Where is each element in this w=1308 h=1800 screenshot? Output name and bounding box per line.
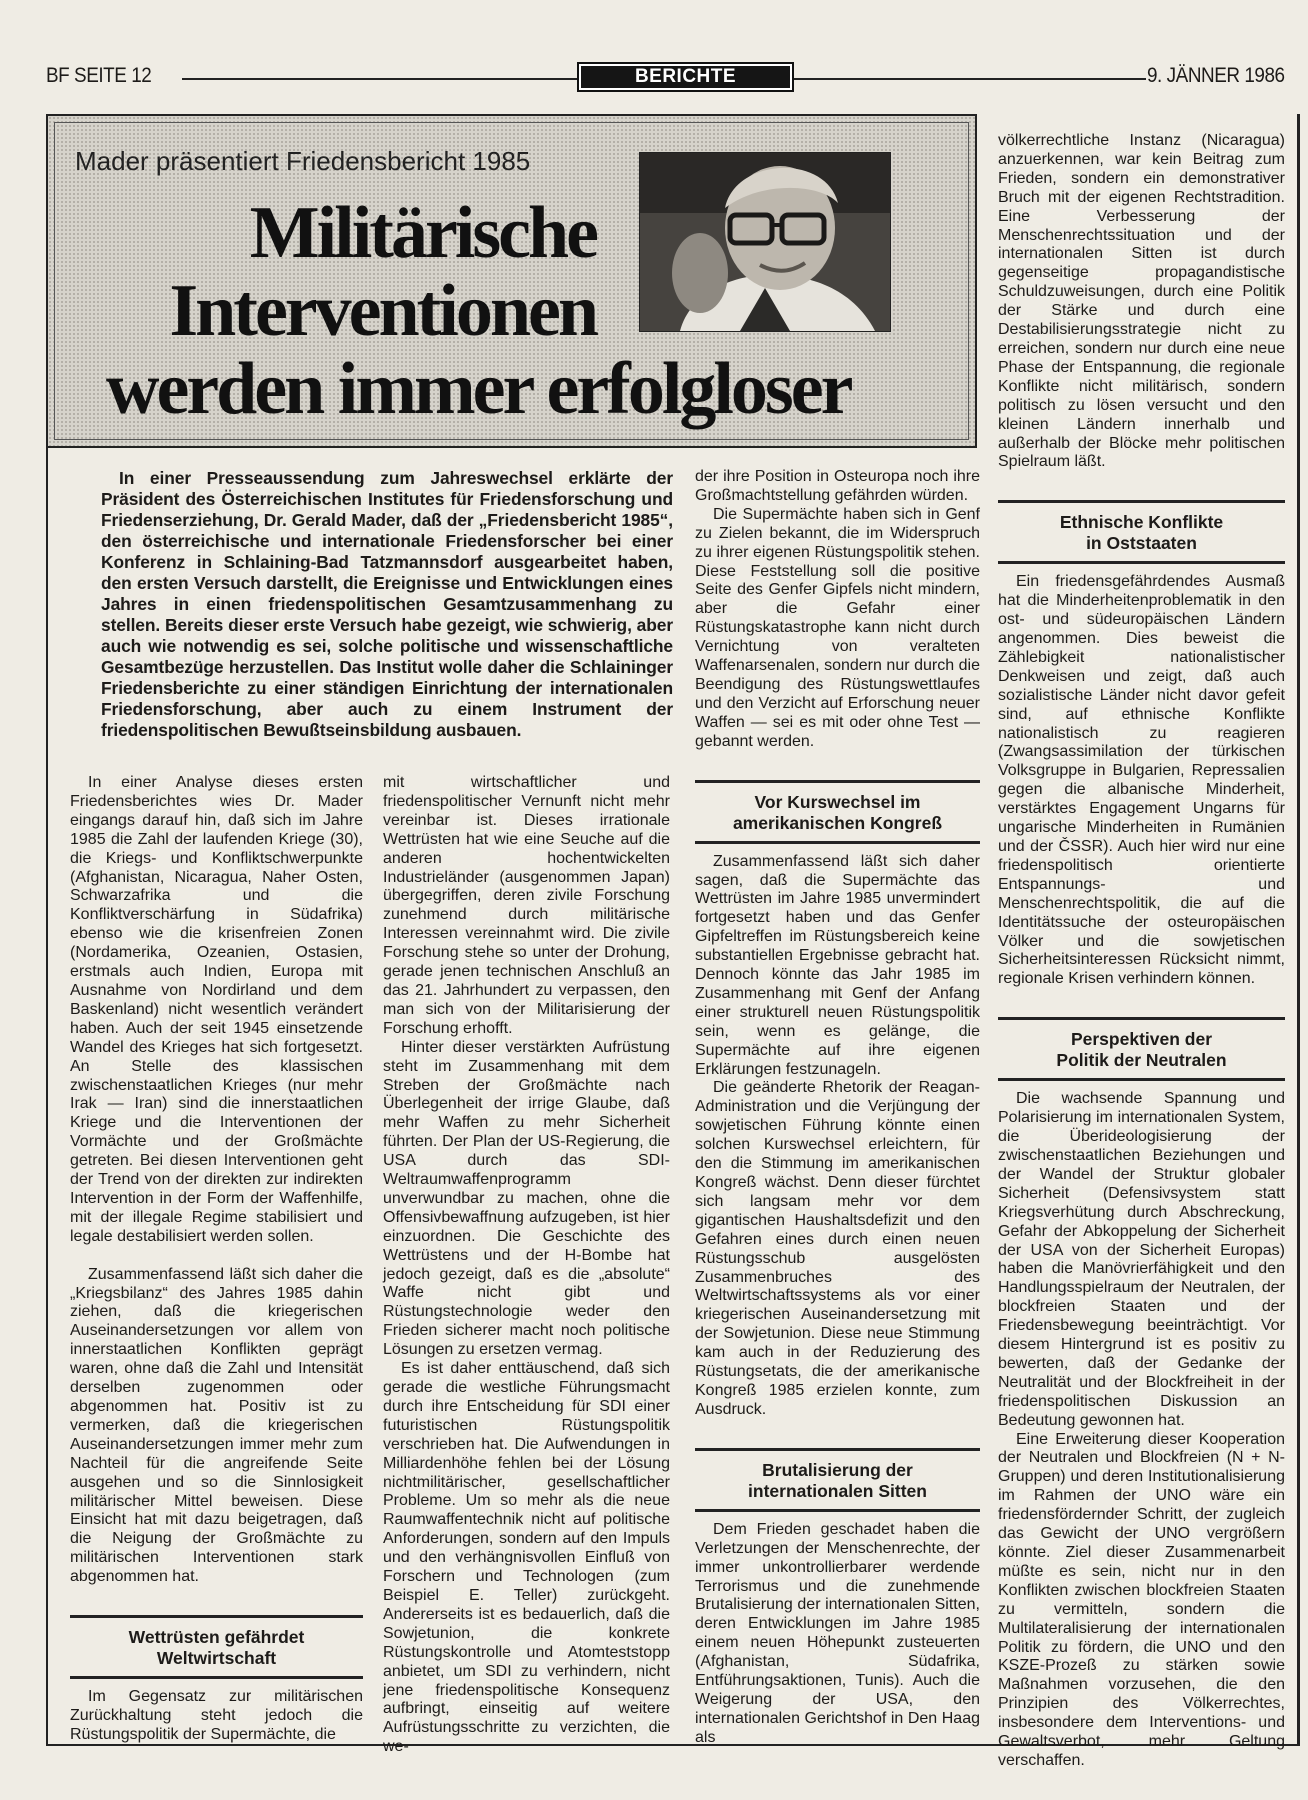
body-paragraph: Die geänderte Rhetorik der Reagan-Administration und die Verjüngung der sowjetischen Führung könnte einen solchen Kurswechsel erleichtern, für den die Stimmung im amerikanischen Kongreß wächst. Denn dieser fürchtet sich langsam mehr vor dem gigantischen Haushaltsdefizit und den Gefahren eines durch einen neuen Rüstungsschub ausgelösten Zusammenbruches des Weltwirtschaftssystems als vor einer kriegerischen Auseinandersetzung mit der Sowjetunion. Diese neue Stimmung kam auch in der Reduzierung des Rüstungsetats, die der amerikanische Kongreß 1985 erzielen konnte, zum Ausdruck. bbox=[695, 1079, 980, 1418]
body-paragraph: mit wirtschaftlicher und friedenspolitischer Vernunft nicht mehr vereinbar ist. Dieses irrationale Wettrüsten hat wie eine Seuche auf die anderen hochentwickelten Industrieländer (ausgenommen Japan) übergegriffen, deren zivile Forschung zunehmend durch militärische Interessen vereinnahmt wird. Die zivile Forschung stehe so unter der Drohung, gerade jenen technischen Anschluß an das 21. Jahrhundert zu verpassen, den man sich von der Militarisierung der Forschung erhofft. bbox=[383, 774, 670, 1037]
page-number: BF SEITE 12 bbox=[46, 64, 152, 87]
body-paragraph: Die Supermächte haben sich in Genf zu Zielen bekannt, die im Widerspruch zu ihrer eigenen Rüstungspolitik stehen. Diese Feststellung soll die positive Seite des Genfer Gipfels nicht mindern, aber die Gefahr einer Rüstungskatastrophe kann nicht durch Vernichtung von veralteten Waffenarsenalen, sondern nur durch die Beendigung des Rüstungswettlaufes und den Verzicht auf Erforschung neuer Waffen — sei es mit oder ohne Test — gebannt werden. bbox=[695, 505, 980, 750]
body-paragraph: Ein friedensgefährdendes Ausmaß hat die Minderheitenproblematik in den ost- und südeuropäischen Ländern angenommen. Dies beweist die Zählebigkeit nationalistischer Denkweisen und zeigt, daß auch sozialistische Länder nicht davor gefeit sind, auf ethnische Konflikte nationalistisch zu reagieren (Zwangsassimilation der türkischen Volksgruppe in Bulgarien, Repressalien gegen die albanische Minderheit, verstärktes Engagement Ungarns für ungarische Minderheiten in Rumänien und der ČSSR). Auch hier wird nur eine friedenspolitisch orientierte Entspannungs- und Menschenrechtspolitik, die auf die Identitätssuche der osteuropäischen Völker und die sowjetischen Sicherheitsinteressen Rücksicht nimmt, regionale Krisen verhindern können. bbox=[998, 573, 1285, 988]
body-paragraph: Dem Frieden geschadet haben die Verletzungen der Menschenrechte, der immer unkontrollierbarer werdende Terrorismus und die zunehmende Brutalisierung der internationalen Sitten, deren Entwicklungen im Jahre 1985 einem neuen Höhepunkt zusteuerten (Afghanistan, Südafrika, Entführungsaktionen, Tunis). Auch die Weigerung der USA, den internationalen Gerichtshof in Den Haag als bbox=[695, 1520, 980, 1746]
column-2 bbox=[383, 774, 670, 1757]
body-paragraph: In einer Analyse dieses ersten Friedensberichtes wies Dr. Mader eingangs darauf hin, daß sich im Jahre 1985 die Zahl der laufenden Kriege (30), die Kriegs- und Konfliktschwerpunkte (Afghanistan, Nicaragua, Naher Osten, Schwarzafrika und die Konfliktverschärfung in Südafrika) ebenso wie die krisenfreien Zonen (Nordamerika, Ozeanien, Ostasien, erstmals auch Indien, Europa mit Ausnahme von Nordirland und dem Baskenland) nicht wesentlich verändert haben. Auch der seit 1945 einsetzende Wandel des Krieges hat sich fortgesetzt. An Stelle des klassischen zwischenstaatlichen Krieges (nur mehr Irak — Iran) sind die innerstaatlichen Kriege und die Interventionen der Vormächte und der Großmächte getreten. Bei diesen Interventionen geht der Trend von der direkten zur indirekten Intervention in der Form der Waffenhilfe, mit der illegale Regime stabilisiert und legale destabilisiert werden sollen. bbox=[70, 774, 363, 1245]
headline-line-1: Militärische bbox=[249, 192, 596, 274]
subheading-wettruesten: Wettrüsten gefährdet Weltwirtschaft bbox=[70, 1615, 363, 1679]
body-paragraph: Eine Erweiterung dieser Kooperation der Neutralen und Blockfreien (N + N-Gruppen) und deren Institutionalisierung im Rahmen der UNO wäre ein friedensfördernder Schritt, der zugleich das Gewicht der UNO vergrößern könnte. Ziel dieser Zusammenarbeit müßte es sein, nicht nur in den Konflikten zwischen blockfreien Staaten zu vermitteln, sondern die Multilateralisierung der internationalen Politik zu fördern, die UNO und den KSZE-Prozeß zu stärken sowie Maßnahmen vorzusehen, die den Prinzipien des Völkerrechtes, insbesondere dem Interventions- und Gewaltsverbot, mehr Geltung verschaffen. bbox=[998, 1430, 1285, 1769]
subheading-neutrale: Perspektiven der Politik der Neutralen bbox=[998, 1017, 1285, 1081]
body-paragraph: Im Gegensatz zur militärischen Zurückhaltung steht jedoch die Rüstungspolitik der Supermächte, die bbox=[70, 1688, 363, 1743]
body-paragraph: Die wachsende Spannung und Polarisierung im internationalen System, die Überideologisierung der zwischenstaatlichen Beziehungen und der Wandel der Struktur globaler Sicherheit (Defensivsystem statt Kriegsverhütung durch Abschreckung, Gefahr der Abkoppelung der Sicherheit der USA von der Sicherheit Europas) haben die Manövrierfähigkeit und den Handlungsspielraum der Neutralen, der blockfreien Staaten und der Friedensbewegung beeinträchtigt. Vor diesem Hintergrund ist es positiv zu bewerten, daß der Gedanke der Neutralität und der Blockfreiheit in der friedenspolitischen Diskussion an Bedeutung gewonnen hat. bbox=[998, 1090, 1285, 1429]
column-1 bbox=[70, 774, 363, 1745]
headline-line-2: Interventionen bbox=[169, 270, 596, 352]
column-4 bbox=[998, 132, 1285, 1771]
portrait-photo bbox=[639, 152, 891, 332]
lead-text: In einer Presseaussendung zum Jahreswechsel erklärte der Präsident des Österreichischen Institutes für Friedensforschung und Friedenserziehung, Dr. Gerald Mader, daß der „Friedensbericht 1985“, den österreichische und internationale Friedensforscher bei einer Konferenz in Schlaining-Bad Tatzmannsdorf ausgearbeitet haben, den ersten Versuch darstellt, die Ereignisse und Entwicklungen eines Jahres in einen friedenspolitischen Gesamtzusammenhang zu stellen. Bereits dieser erste Versuch habe gezeigt, wie schwierig, aber auch wie notwendig es sei, solche politische und wissenschaftliche Gesamtbezüge herzustellen. Das Institut wolle daher die Schlaininger Friedensberichte zu einer ständigen Einrichtung der internationalen Friedensforschung, aber auch zu einem Instrument der friedenspolitischen Bewußtseinsbildung ausbauen. bbox=[101, 468, 673, 740]
header-rule-left bbox=[182, 78, 577, 80]
lead-paragraph bbox=[101, 468, 673, 741]
column-3 bbox=[695, 468, 980, 1748]
body-paragraph: völkerrechtliche Instanz (Nicaragua) anzuerkennen, war kein Beitrag zum Frieden, sondern ein demonstrativer Bruch mit der eigenen Rechtstradition. Eine Verbesserung der Menschenrechtssituation und der internationalen Sitten ist durch gegenseitige propagandistische Schuldzuweisungen, durch eine Politik der Stärke und durch eine Destabilisierungsstrategie nicht zu erreichen, sondern nur durch eine neue Phase der Entspannung, die regionale Konflikte nicht militärisch, sondern politisch zu lösen versucht und den kleinen Ländern innerhalb und außerhalb der Blöcke mehr politischen Spielraum läßt. bbox=[998, 132, 1285, 471]
body-paragraph: Zusammenfassend läßt sich daher die „Kriegsbilanz“ des Jahres 1985 dahin ziehen, daß die kriegerischen Auseinandersetzungen vor allem von innerstaatlichen Konflikten geprägt waren, ohne daß die Zahl und Intensität derselben zugenommen oder abgenommen hat. Positiv ist zu vermerken, daß die kriegerischen Auseinandersetzungen immer mehr zum Nachteil für die angreifende Seite ausgehen und so die Sinnlosigkeit militärischer Mittel beweisen. Diese Einsicht hat mit dazu beigetragen, daß die Neigung der Großmächte zu militärischen Interventionen stark abgenommen hat. bbox=[70, 1265, 363, 1586]
kicker: Mader präsentiert Friedensbericht 1985 bbox=[75, 146, 531, 176]
subheading-brutalisierung: Brutalisierung der internationalen Sitten bbox=[695, 1448, 980, 1512]
body-paragraph: Hinter dieser verstärkten Aufrüstung steht im Zusammenhang mit dem Streben der Großmächte nach Überlegenheit der irrige Glaube, daß mehr Waffen zu mehr Sicherheit führten. Der Plan der US-Regierung, die USA durch das SDI-Weltraumwaffenprogramm unverwundbar zu machen, ohne die Offensivbewaffnung aufzugeben, ist hier einzuordnen. Die Geschichte des Wettrüstens und der H-Bombe hat jedoch gezeigt, daß es die „absolute“ Waffe nicht gibt und Rüstungstechnologie weder den Frieden sicherer macht noch politische Lösungen zu ersetzen vermag. bbox=[383, 1038, 670, 1359]
subheading-kurswechsel: Vor Kurswechsel im amerikanischen Kongreß bbox=[695, 780, 980, 844]
body-paragraph: Zusammenfassend läßt sich daher sagen, daß die Supermächte das Wettrüsten im Jahre 1985 unvermindert fortgesetzt haben und das Genfer Gipfeltreffen im Rüstungsbereich keine substantiellen Ergebnisse gebracht hat. Dennoch könnte das Jahr 1985 im Zusammenhang mit Genf der Anfang einer strukturell neuen Rüstungspolitik sein, wenn es gelänge, die Supermächte auf ihre eigenen Erklärungen festzunageln. bbox=[695, 852, 980, 1078]
subheading-ethnische-konflikte: Ethnische Konflikte in Oststaaten bbox=[998, 500, 1285, 564]
body-paragraph: Es ist daher enttäuschend, daß sich gerade die westliche Führungsmacht durch ihre Entscheidung für SDI einer futuristischen Rüstungspolitik verschrieben hat. Die Aufwendungen in Milliardenhöhe fehlen bei der Lösung nichtmilitärischer, gesellschaftlicher Probleme. Um so mehr als die neue Raumwaffentechnik nicht auf politische Anforderungen, sondern auf den Impuls und den verhängnisvollen Einfluß von Forschern und Technologen (zum Beispiel E. Teller) zurückgeht. Andererseits ist es bedauerlich, daß die Sowjetunion, die konkrete Rüstungskontrolle und Atomteststopp anbietet, um SDI zu verhindern, nicht jene friedenspolitische Konsequenz aufbringt, einseitig auf weitere Aufrüstungsschritte zu verzichten, die we- bbox=[383, 1360, 670, 1756]
section-label: BERICHTE bbox=[581, 66, 790, 88]
header-rule-right bbox=[794, 78, 1146, 80]
issue-date: 9. JÄNNER 1986 bbox=[1147, 64, 1285, 87]
body-paragraph: der ihre Position in Osteuropa noch ihre Großmachtstellung gefährden würden. bbox=[695, 468, 980, 504]
section-label-box bbox=[577, 62, 794, 92]
headline-line-3: werden immer erfolgloser bbox=[106, 348, 851, 430]
